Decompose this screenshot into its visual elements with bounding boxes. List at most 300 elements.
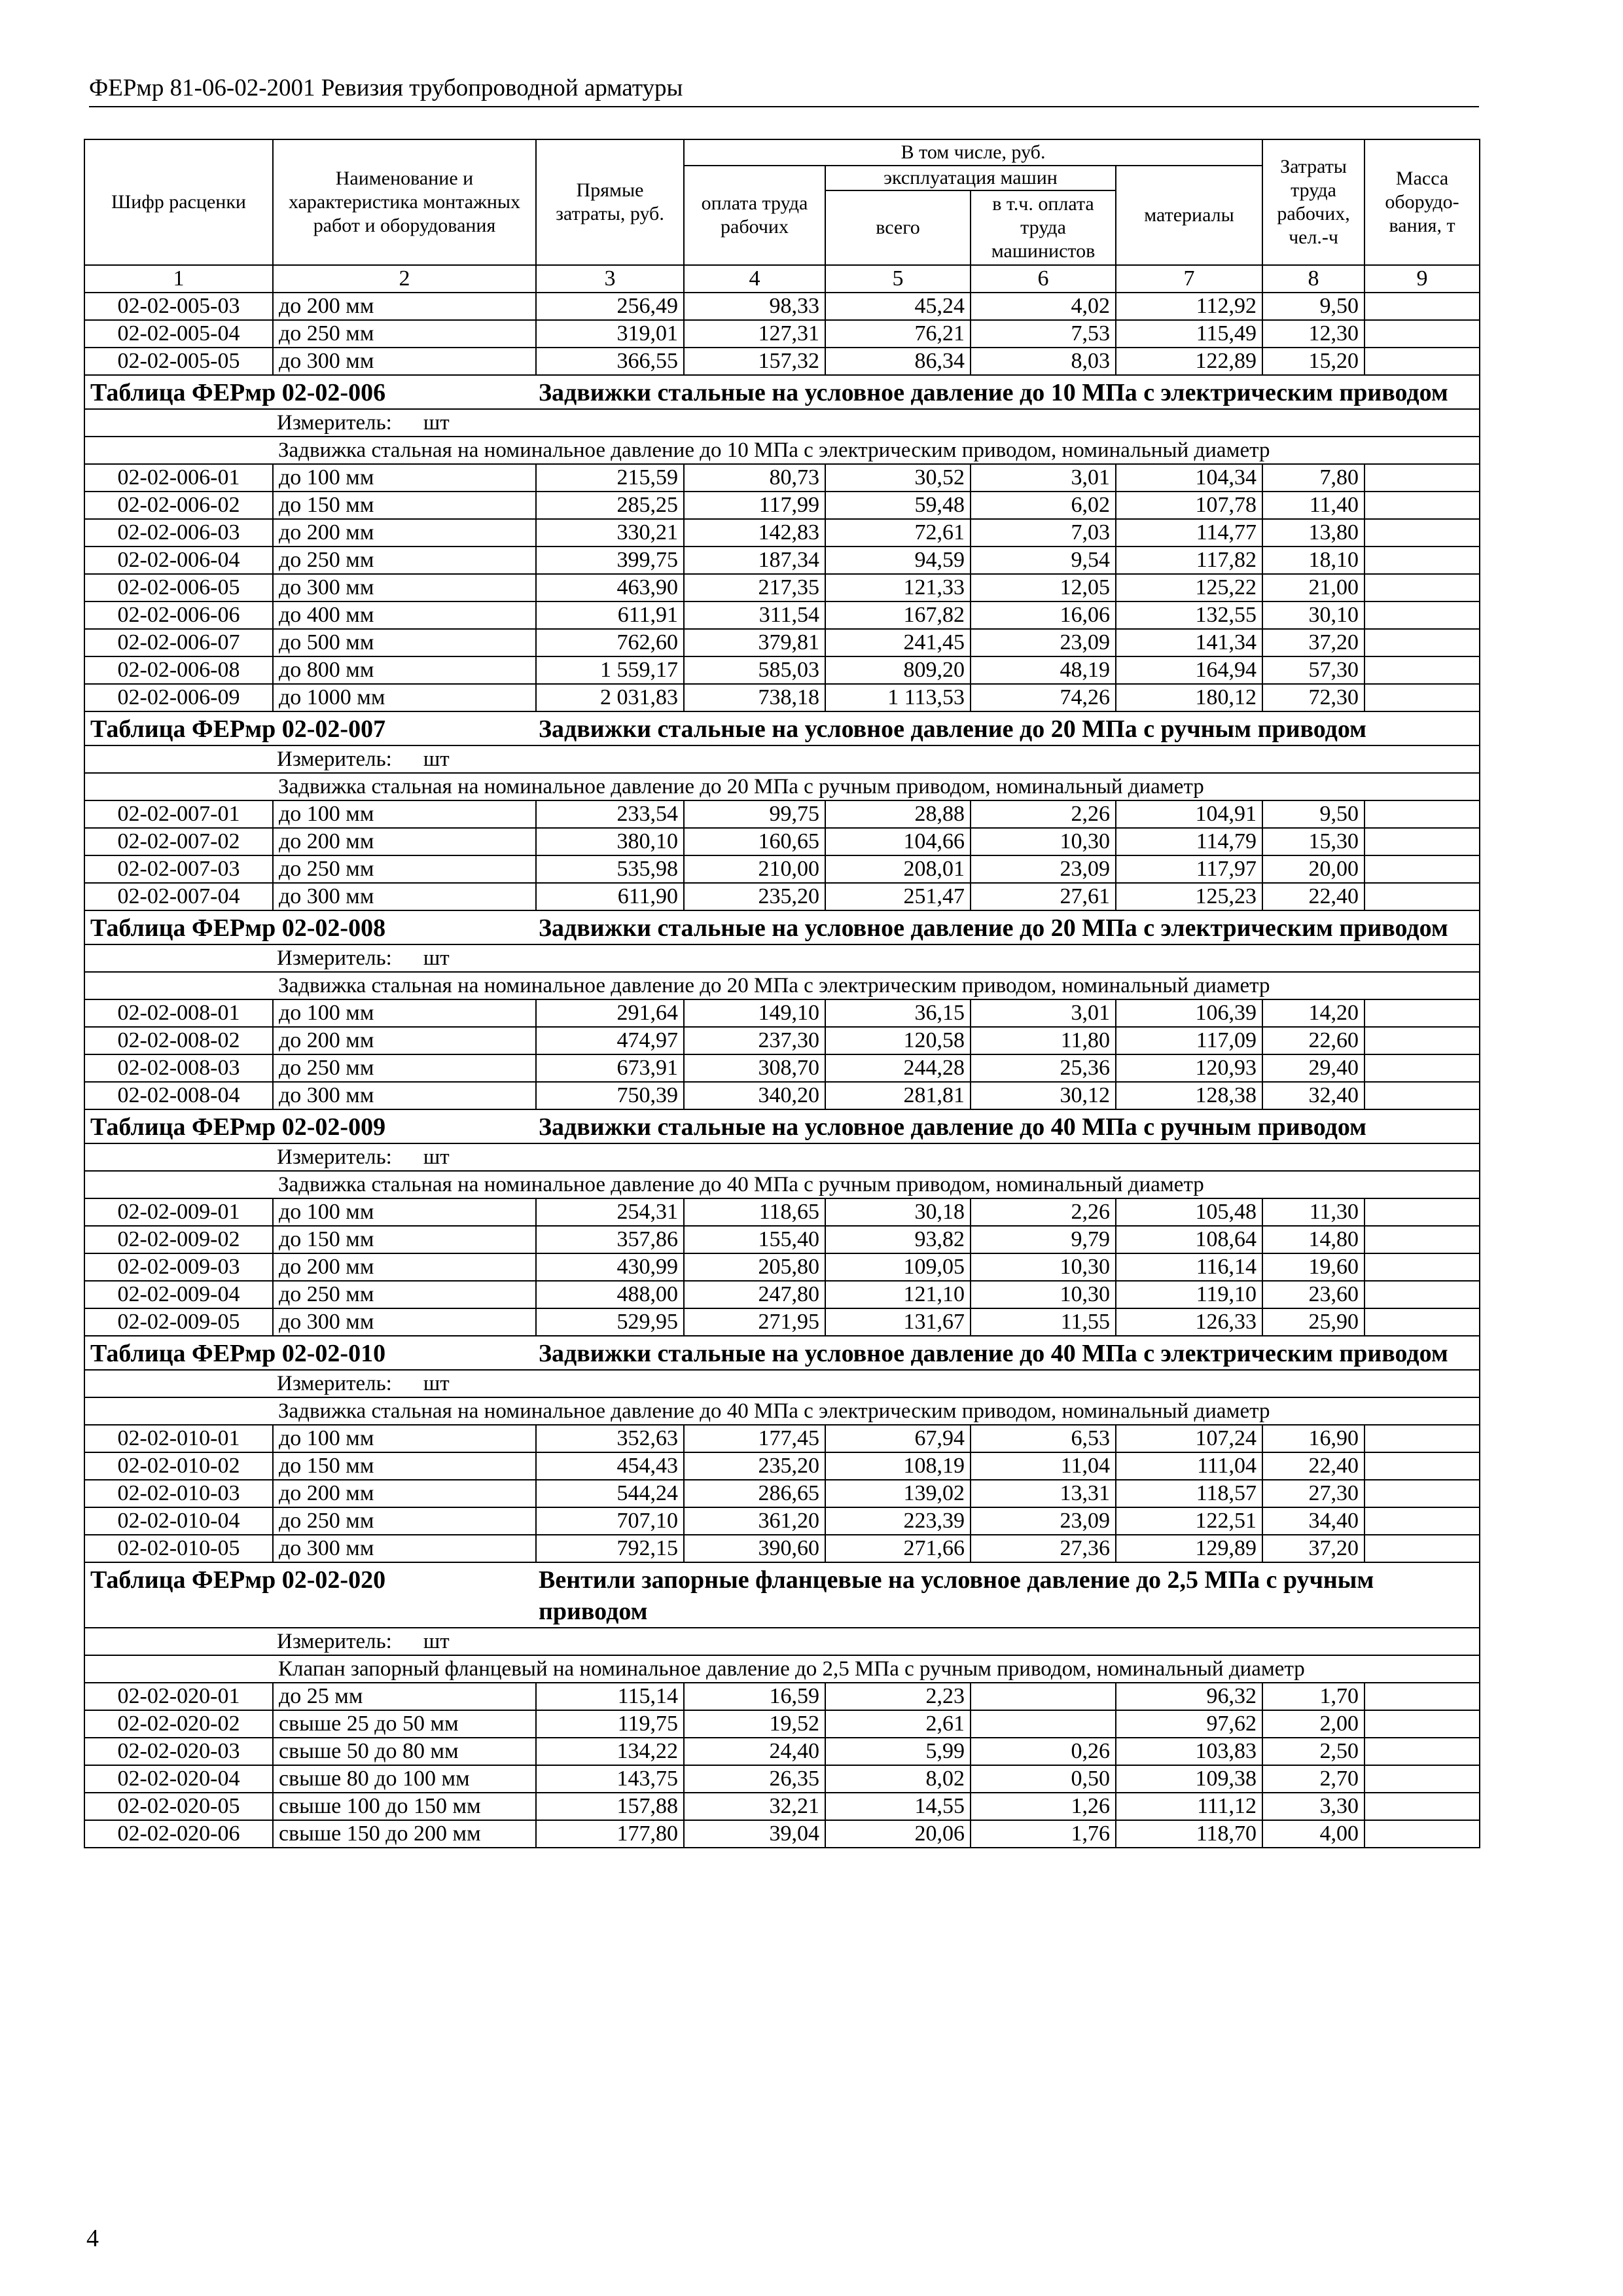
row-machines-total: 131,67	[825, 1308, 971, 1336]
table-row	[84, 348, 1480, 375]
description-row	[84, 972, 1480, 999]
row-code: 02-02-006-04	[84, 547, 273, 574]
row-machines-labor: 8,03	[971, 348, 1116, 375]
row-labor-pay: 205,80	[684, 1253, 825, 1281]
row-equipment-mass	[1364, 464, 1480, 492]
row-name: до 300 мм	[273, 883, 536, 910]
row-machines-total: 36,15	[825, 999, 971, 1027]
row-materials: 105,48	[1116, 1198, 1262, 1226]
row-machines-total: 2,23	[825, 1683, 971, 1710]
row-labor-hours: 57,30	[1262, 656, 1364, 684]
row-direct-costs: 380,10	[536, 828, 684, 855]
row-equipment-mass	[1364, 656, 1480, 684]
row-direct-costs: 319,01	[536, 320, 684, 348]
row-machines-total: 72,61	[825, 519, 971, 547]
table-row	[84, 1226, 1480, 1253]
row-labor-hours: 7,80	[1262, 464, 1364, 492]
row-machines-labor: 23,09	[971, 629, 1116, 656]
table-row	[84, 629, 1480, 656]
row-machines-total: 139,02	[825, 1480, 971, 1507]
unit-label: Измеритель:	[277, 747, 392, 771]
unit-label: Измеритель:	[277, 946, 392, 970]
row-machines-total: 94,59	[825, 547, 971, 574]
row-machines-labor: 0,26	[971, 1738, 1116, 1765]
row-machines-total: 30,18	[825, 1198, 971, 1226]
row-equipment-mass	[1364, 1507, 1480, 1535]
unit-value: шт	[423, 747, 450, 771]
row-materials: 126,33	[1116, 1308, 1262, 1336]
row-materials: 111,04	[1116, 1452, 1262, 1480]
norms-table-wrapper	[84, 139, 1479, 1848]
row-machines-labor: 30,12	[971, 1082, 1116, 1109]
row-machines-labor	[971, 1710, 1116, 1738]
row-direct-costs: 115,14	[536, 1683, 684, 1710]
row-materials: 116,14	[1116, 1253, 1262, 1281]
row-direct-costs: 611,90	[536, 883, 684, 910]
row-machines-total: 28,88	[825, 800, 971, 828]
row-materials: 107,24	[1116, 1425, 1262, 1452]
row-name: до 300 мм	[273, 1082, 536, 1109]
row-materials: 117,82	[1116, 547, 1262, 574]
row-machines-total: 281,81	[825, 1082, 971, 1109]
row-labor-pay: 39,04	[684, 1820, 825, 1848]
group-description: Задвижка стальная на номинальное давление до 20 МПа с электрическим приводом, номинальный диаметр	[84, 972, 1480, 999]
row-direct-costs: 535,98	[536, 855, 684, 883]
unit-row	[84, 944, 1480, 972]
row-machines-labor: 27,36	[971, 1535, 1116, 1562]
row-direct-costs: 792,15	[536, 1535, 684, 1562]
row-direct-costs: 254,31	[536, 1198, 684, 1226]
table-row	[84, 519, 1480, 547]
row-equipment-mass	[1364, 1793, 1480, 1820]
row-machines-labor: 3,01	[971, 999, 1116, 1027]
table-title-row	[84, 711, 1480, 745]
row-code: 02-02-007-02	[84, 828, 273, 855]
row-name: до 100 мм	[273, 999, 536, 1027]
page-header: ФЕРмр 81-06-02-2001 Ревизия трубопроводной арматуры	[89, 73, 1479, 107]
row-code: 02-02-006-02	[84, 492, 273, 519]
row-machines-labor: 2,26	[971, 1198, 1116, 1226]
unit-row	[84, 409, 1480, 437]
row-labor-hours: 22,60	[1262, 1027, 1364, 1054]
table-row	[84, 684, 1480, 711]
row-labor-pay: 32,21	[684, 1793, 825, 1820]
row-code: 02-02-007-03	[84, 855, 273, 883]
row-direct-costs: 1 559,17	[536, 656, 684, 684]
row-equipment-mass	[1364, 800, 1480, 828]
row-machines-labor: 11,80	[971, 1027, 1116, 1054]
row-equipment-mass	[1364, 1425, 1480, 1452]
row-labor-hours: 37,20	[1262, 1535, 1364, 1562]
row-labor-hours: 27,30	[1262, 1480, 1364, 1507]
table-title-code: Таблица ФЕРмр 02-02-009	[84, 1109, 536, 1143]
table-title-row	[84, 375, 1480, 409]
row-machines-labor: 11,55	[971, 1308, 1116, 1336]
row-labor-hours: 23,60	[1262, 1281, 1364, 1308]
row-labor-pay: 585,03	[684, 656, 825, 684]
row-code: 02-02-005-04	[84, 320, 273, 348]
row-labor-pay: 379,81	[684, 629, 825, 656]
row-labor-pay: 16,59	[684, 1683, 825, 1710]
row-code: 02-02-006-05	[84, 574, 273, 601]
row-code: 02-02-020-05	[84, 1793, 273, 1820]
row-machines-total: 121,33	[825, 574, 971, 601]
row-labor-pay: 390,60	[684, 1535, 825, 1562]
row-direct-costs: 143,75	[536, 1765, 684, 1793]
row-code: 02-02-020-02	[84, 1710, 273, 1738]
unit-label: Измеритель:	[277, 411, 392, 435]
header-direct-costs: Прямые затраты, руб.	[536, 139, 684, 265]
row-labor-pay: 98,33	[684, 293, 825, 320]
row-name: до 250 мм	[273, 547, 536, 574]
table-title-row	[84, 1109, 1480, 1143]
row-machines-total: 223,39	[825, 1507, 971, 1535]
row-equipment-mass	[1364, 684, 1480, 711]
table-title-text: Вентили запорные фланцевые на условное давление до 2,5 МПа с ручным приводом	[536, 1562, 1480, 1628]
column-number: 2	[273, 265, 536, 293]
table-row	[84, 464, 1480, 492]
row-labor-pay: 361,20	[684, 1507, 825, 1535]
row-labor-hours: 2,70	[1262, 1765, 1364, 1793]
row-labor-pay: 149,10	[684, 999, 825, 1027]
row-machines-labor: 7,53	[971, 320, 1116, 348]
row-materials: 103,83	[1116, 1738, 1262, 1765]
row-labor-pay: 155,40	[684, 1226, 825, 1253]
row-machines-total: 1 113,53	[825, 684, 971, 711]
unit-row	[84, 1370, 1480, 1397]
row-name: до 150 мм	[273, 1226, 536, 1253]
row-machines-labor: 23,09	[971, 1507, 1116, 1535]
row-labor-pay: 340,20	[684, 1082, 825, 1109]
row-machines-labor: 0,50	[971, 1765, 1116, 1793]
row-materials: 115,49	[1116, 320, 1262, 348]
row-machines-labor: 10,30	[971, 828, 1116, 855]
row-code: 02-02-010-04	[84, 1507, 273, 1535]
row-equipment-mass	[1364, 492, 1480, 519]
row-machines-labor: 23,09	[971, 855, 1116, 883]
header-machines: эксплуатация машин	[825, 166, 1116, 190]
row-materials: 117,97	[1116, 855, 1262, 883]
row-materials: 118,57	[1116, 1480, 1262, 1507]
row-code: 02-02-006-01	[84, 464, 273, 492]
row-labor-pay: 187,34	[684, 547, 825, 574]
unit-row	[84, 1143, 1480, 1171]
table-row	[84, 293, 1480, 320]
row-name: до 150 мм	[273, 492, 536, 519]
row-code: 02-02-008-03	[84, 1054, 273, 1082]
row-materials: 141,34	[1116, 629, 1262, 656]
table-row	[84, 855, 1480, 883]
row-equipment-mass	[1364, 1253, 1480, 1281]
row-name: свыше 50 до 80 мм	[273, 1738, 536, 1765]
row-code: 02-02-009-03	[84, 1253, 273, 1281]
row-direct-costs: 330,21	[536, 519, 684, 547]
row-name: до 400 мм	[273, 601, 536, 629]
row-labor-hours: 37,20	[1262, 629, 1364, 656]
column-number: 5	[825, 265, 971, 293]
row-machines-labor: 3,01	[971, 464, 1116, 492]
row-labor-pay: 308,70	[684, 1054, 825, 1082]
row-labor-pay: 247,80	[684, 1281, 825, 1308]
row-labor-pay: 237,30	[684, 1027, 825, 1054]
row-code: 02-02-006-06	[84, 601, 273, 629]
table-title-text: Задвижки стальные на условное давление до 40 МПа с ручным приводом	[536, 1109, 1480, 1143]
table-row	[84, 601, 1480, 629]
row-code: 02-02-010-02	[84, 1452, 273, 1480]
row-machines-total: 208,01	[825, 855, 971, 883]
row-labor-pay: 271,95	[684, 1308, 825, 1336]
table-title-code: Таблица ФЕРмр 02-02-006	[84, 375, 536, 409]
unit-row	[84, 745, 1480, 773]
table-row	[84, 1683, 1480, 1710]
row-materials: 125,22	[1116, 574, 1262, 601]
row-name: до 300 мм	[273, 574, 536, 601]
row-direct-costs: 134,22	[536, 1738, 684, 1765]
row-name: до 200 мм	[273, 293, 536, 320]
row-labor-pay: 99,75	[684, 800, 825, 828]
row-name: до 300 мм	[273, 348, 536, 375]
row-equipment-mass	[1364, 629, 1480, 656]
row-code: 02-02-008-02	[84, 1027, 273, 1054]
row-direct-costs: 611,91	[536, 601, 684, 629]
row-labor-hours: 30,10	[1262, 601, 1364, 629]
unit-value: шт	[423, 1372, 450, 1395]
row-machines-total: 14,55	[825, 1793, 971, 1820]
row-name: до 100 мм	[273, 1198, 536, 1226]
row-labor-pay: 157,32	[684, 348, 825, 375]
row-machines-total: 167,82	[825, 601, 971, 629]
group-description: Клапан запорный фланцевый на номинальное давление до 2,5 МПа с ручным приводом, номинальный диаметр	[84, 1655, 1480, 1683]
row-machines-total: 271,66	[825, 1535, 971, 1562]
row-machines-total: 244,28	[825, 1054, 971, 1082]
row-labor-hours: 19,60	[1262, 1253, 1364, 1281]
header-materials: материалы	[1116, 166, 1262, 265]
row-labor-pay: 235,20	[684, 883, 825, 910]
unit-cell	[84, 1628, 1480, 1655]
row-direct-costs: 233,54	[536, 800, 684, 828]
header-machines-labor: в т.ч. оплата труда машинистов	[971, 190, 1116, 265]
description-row	[84, 1397, 1480, 1425]
table-title-text: Задвижки стальные на условное давление до 40 МПа с электрическим приводом	[536, 1336, 1480, 1370]
row-labor-pay: 117,99	[684, 492, 825, 519]
row-labor-pay: 738,18	[684, 684, 825, 711]
row-machines-labor: 74,26	[971, 684, 1116, 711]
row-equipment-mass	[1364, 1226, 1480, 1253]
row-machines-labor: 1,26	[971, 1793, 1116, 1820]
row-name: до 800 мм	[273, 656, 536, 684]
row-name: до 250 мм	[273, 1507, 536, 1535]
row-name: до 1000 мм	[273, 684, 536, 711]
row-labor-hours: 22,40	[1262, 1452, 1364, 1480]
row-labor-pay: 80,73	[684, 464, 825, 492]
row-machines-labor: 1,76	[971, 1820, 1116, 1848]
row-equipment-mass	[1364, 855, 1480, 883]
table-row	[84, 800, 1480, 828]
row-labor-pay: 142,83	[684, 519, 825, 547]
row-name: до 25 мм	[273, 1683, 536, 1710]
table-row	[84, 1535, 1480, 1562]
row-name: до 200 мм	[273, 1027, 536, 1054]
column-number: 6	[971, 265, 1116, 293]
row-equipment-mass	[1364, 999, 1480, 1027]
table-title-row	[84, 1336, 1480, 1370]
row-equipment-mass	[1364, 519, 1480, 547]
row-code: 02-02-009-04	[84, 1281, 273, 1308]
row-materials: 104,34	[1116, 464, 1262, 492]
row-equipment-mass	[1364, 1738, 1480, 1765]
row-name: до 250 мм	[273, 1281, 536, 1308]
row-materials: 107,78	[1116, 492, 1262, 519]
table-row	[84, 1054, 1480, 1082]
row-materials: 104,91	[1116, 800, 1262, 828]
row-machines-total: 120,58	[825, 1027, 971, 1054]
row-labor-hours: 72,30	[1262, 684, 1364, 711]
table-title-code: Таблица ФЕРмр 02-02-020	[84, 1562, 536, 1628]
table-row	[84, 656, 1480, 684]
row-name: до 150 мм	[273, 1452, 536, 1480]
description-row	[84, 1655, 1480, 1683]
row-name: до 100 мм	[273, 800, 536, 828]
row-machines-labor: 25,36	[971, 1054, 1116, 1082]
unit-cell	[84, 1143, 1480, 1171]
row-machines-labor: 27,61	[971, 883, 1116, 910]
row-labor-pay: 24,40	[684, 1738, 825, 1765]
row-direct-costs: 463,90	[536, 574, 684, 601]
row-machines-labor: 12,05	[971, 574, 1116, 601]
row-labor-hours: 15,20	[1262, 348, 1364, 375]
row-name: до 300 мм	[273, 1308, 536, 1336]
table-row	[84, 1452, 1480, 1480]
table-title-code: Таблица ФЕРмр 02-02-010	[84, 1336, 536, 1370]
row-machines-total: 5,99	[825, 1738, 971, 1765]
row-equipment-mass	[1364, 1480, 1480, 1507]
row-direct-costs: 285,25	[536, 492, 684, 519]
row-machines-labor: 7,03	[971, 519, 1116, 547]
row-equipment-mass	[1364, 320, 1480, 348]
row-direct-costs: 454,43	[536, 1452, 684, 1480]
row-machines-labor: 16,06	[971, 601, 1116, 629]
header-code: Шифр расценки	[84, 139, 273, 265]
row-machines-total: 109,05	[825, 1253, 971, 1281]
row-labor-pay: 210,00	[684, 855, 825, 883]
row-equipment-mass	[1364, 883, 1480, 910]
row-code: 02-02-007-01	[84, 800, 273, 828]
row-machines-labor: 2,26	[971, 800, 1116, 828]
column-number: 3	[536, 265, 684, 293]
row-labor-hours: 4,00	[1262, 1820, 1364, 1848]
row-name: до 250 мм	[273, 1054, 536, 1082]
group-description: Задвижка стальная на номинальное давление до 40 МПа с электрическим приводом, номинальный диаметр	[84, 1397, 1480, 1425]
table-title-row	[84, 910, 1480, 944]
row-labor-hours: 21,00	[1262, 574, 1364, 601]
row-direct-costs: 2 031,83	[536, 684, 684, 711]
unit-row	[84, 1628, 1480, 1655]
row-name: до 200 мм	[273, 1480, 536, 1507]
row-direct-costs: 762,60	[536, 629, 684, 656]
row-materials: 117,09	[1116, 1027, 1262, 1054]
row-direct-costs: 474,97	[536, 1027, 684, 1054]
row-name: до 200 мм	[273, 519, 536, 547]
row-labor-hours: 11,40	[1262, 492, 1364, 519]
table-row	[84, 1765, 1480, 1793]
row-machines-labor: 9,79	[971, 1226, 1116, 1253]
row-machines-total: 45,24	[825, 293, 971, 320]
row-code: 02-02-010-03	[84, 1480, 273, 1507]
row-name: до 200 мм	[273, 828, 536, 855]
column-numbers-row	[84, 265, 1480, 293]
row-code: 02-02-010-05	[84, 1535, 273, 1562]
row-materials: 109,38	[1116, 1765, 1262, 1793]
row-labor-hours: 14,20	[1262, 999, 1364, 1027]
row-code: 02-02-010-01	[84, 1425, 273, 1452]
row-materials: 114,77	[1116, 519, 1262, 547]
row-direct-costs: 119,75	[536, 1710, 684, 1738]
row-name: до 250 мм	[273, 320, 536, 348]
row-labor-hours: 9,50	[1262, 293, 1364, 320]
row-materials: 125,23	[1116, 883, 1262, 910]
row-name: свыше 25 до 50 мм	[273, 1710, 536, 1738]
column-number: 8	[1262, 265, 1364, 293]
row-name: свыше 150 до 200 мм	[273, 1820, 536, 1848]
description-row	[84, 437, 1480, 464]
row-materials: 180,12	[1116, 684, 1262, 711]
group-description: Задвижка стальная на номинальное давление до 40 МПа с ручным приводом, номинальный диаметр	[84, 1171, 1480, 1198]
row-materials: 122,51	[1116, 1507, 1262, 1535]
table-row	[84, 883, 1480, 910]
row-labor-hours: 32,40	[1262, 1082, 1364, 1109]
row-labor-hours: 11,30	[1262, 1198, 1364, 1226]
row-machines-labor	[971, 1683, 1116, 1710]
row-labor-hours: 29,40	[1262, 1054, 1364, 1082]
row-labor-hours: 25,90	[1262, 1308, 1364, 1336]
row-equipment-mass	[1364, 1027, 1480, 1054]
row-code: 02-02-020-06	[84, 1820, 273, 1848]
row-labor-pay: 26,35	[684, 1765, 825, 1793]
row-name: до 100 мм	[273, 464, 536, 492]
row-code: 02-02-009-02	[84, 1226, 273, 1253]
row-labor-hours: 12,30	[1262, 320, 1364, 348]
row-labor-pay: 311,54	[684, 601, 825, 629]
table-row	[84, 999, 1480, 1027]
unit-label: Измеритель:	[277, 1145, 392, 1169]
row-direct-costs: 673,91	[536, 1054, 684, 1082]
row-code: 02-02-005-03	[84, 293, 273, 320]
row-direct-costs: 750,39	[536, 1082, 684, 1109]
column-number: 7	[1116, 265, 1262, 293]
table-row	[84, 828, 1480, 855]
row-equipment-mass	[1364, 1198, 1480, 1226]
row-labor-hours: 13,80	[1262, 519, 1364, 547]
row-direct-costs: 177,80	[536, 1820, 684, 1848]
table-row	[84, 1425, 1480, 1452]
row-name: до 500 мм	[273, 629, 536, 656]
table-row	[84, 1082, 1480, 1109]
group-description: Задвижка стальная на номинальное давление до 20 МПа с ручным приводом, номинальный диаметр	[84, 773, 1480, 800]
row-machines-total: 104,66	[825, 828, 971, 855]
row-equipment-mass	[1364, 574, 1480, 601]
table-row	[84, 1710, 1480, 1738]
row-direct-costs: 157,88	[536, 1793, 684, 1820]
table-header	[84, 139, 1480, 293]
unit-label: Измеритель:	[277, 1372, 392, 1395]
table-row	[84, 1507, 1480, 1535]
row-code: 02-02-020-01	[84, 1683, 273, 1710]
header-labor-pay: оплата труда рабочих	[684, 166, 825, 265]
row-materials: 97,62	[1116, 1710, 1262, 1738]
row-code: 02-02-007-04	[84, 883, 273, 910]
row-code: 02-02-009-01	[84, 1198, 273, 1226]
table-row	[84, 1820, 1480, 1848]
